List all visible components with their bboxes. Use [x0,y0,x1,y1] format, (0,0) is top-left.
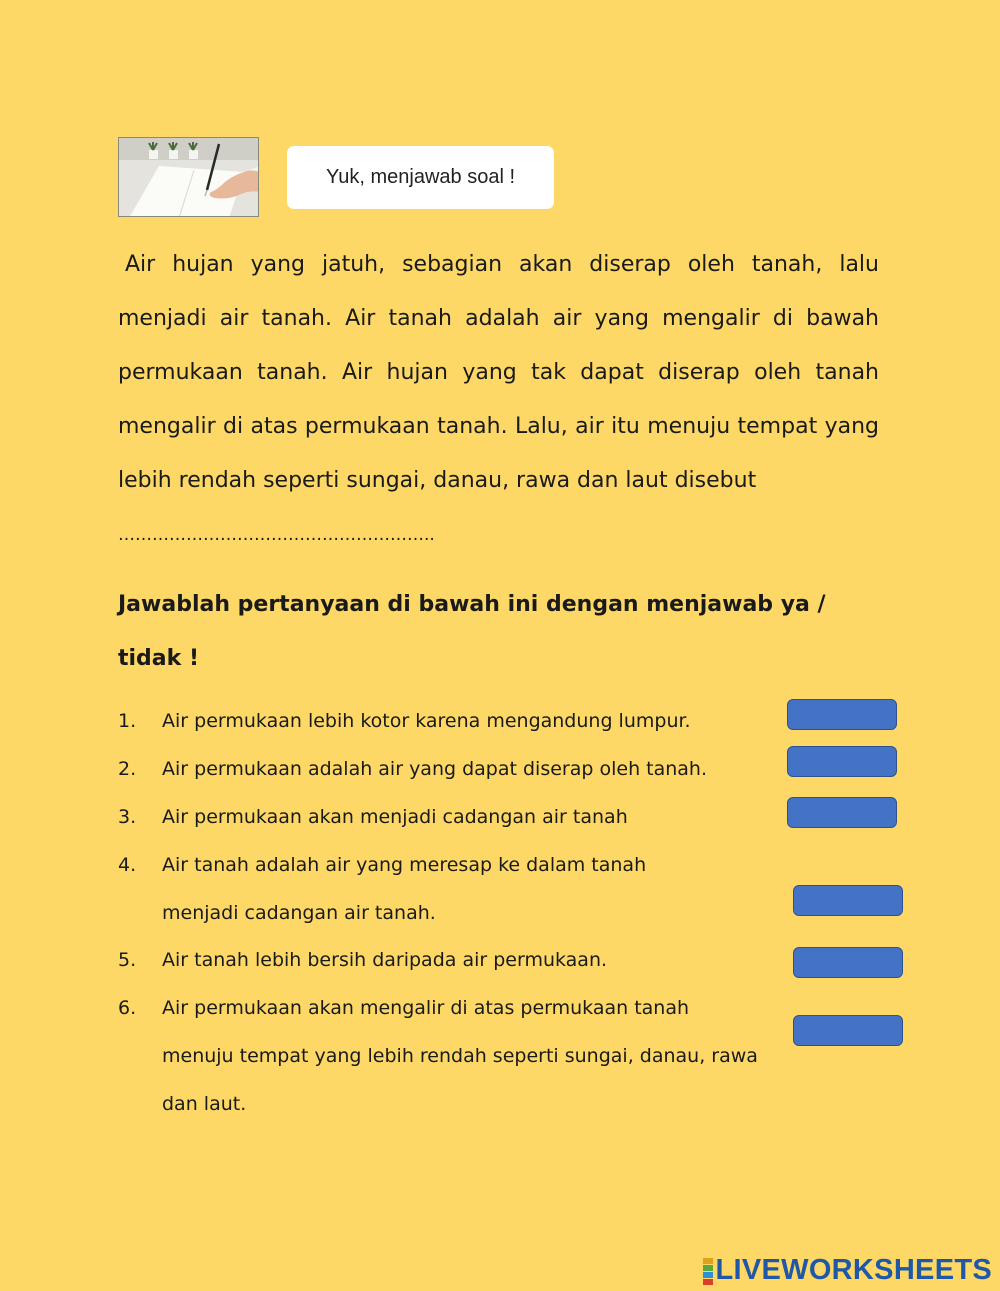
writing-hand-image [118,137,259,217]
answer-input-5[interactable] [793,947,903,978]
question-text: Air tanah lebih bersih daripada air permukaan. [162,949,608,971]
answer-input-1[interactable] [787,699,897,730]
question-text: Air permukaan akan mengalir di atas permukaan tanah menuju tempat yang lebih rendah seperti sungai, danau, rawa dan laut. [162,997,758,1115]
question-text: Air permukaan akan menjadi cadangan air tanah [162,806,628,828]
question-item [118,841,718,937]
question-number: 4. [118,854,137,876]
logo-block [703,1258,713,1264]
logo-block [703,1272,713,1278]
instruction-heading: Jawablah pertanyaan di bawah ini dengan menjawab ya / tidak ! [118,592,826,671]
answer-input-2[interactable] [787,746,897,777]
answer-input-4[interactable] [793,885,903,916]
logo-block [703,1279,713,1285]
question-text: Air permukaan lebih kotor karena mengandung lumpur. [162,710,691,732]
question-item [118,984,758,1128]
question-item [118,936,768,984]
callout-text: Yuk, menjawab soal ! [326,166,515,188]
callout-box [287,146,554,209]
passage-text: Air hujan yang jatuh, sebagian akan diserap oleh tanah, lalu menjadi air tanah. Air tanah adalah air yang mengalir di bawah permukaan tanah. Air hujan yang tak dapat diserap oleh tanah mengalir di atas permukaan tanah. Lalu, air itu menuju tempat yang lebih rendah seperti sungai, danau, rawa dan laut disebut [118,252,879,493]
question-number: 1. [118,710,137,732]
question-number: 6. [118,997,137,1019]
question-number: 5. [118,949,137,971]
reading-passage [118,238,879,562]
question-item [118,697,768,745]
question-number: 3. [118,806,137,828]
question-number: 2. [118,758,137,780]
liveworksheets-logo[interactable] [703,1254,993,1287]
logo-block [703,1265,713,1271]
answer-input-6[interactable] [793,1015,903,1046]
answer-input-3[interactable] [787,797,897,828]
question-text: Air tanah adalah air yang meresap ke dalam tanah menjadi cadangan air tanah. [162,854,647,924]
question-item [118,745,768,793]
question-text: Air permukaan adalah air yang dapat diserap oleh tanah. [162,758,708,780]
question-item [118,793,768,841]
logo-wordmark: LIVEWORKSHEETS [715,1254,992,1286]
passage-blank: ……………………………………………….. [118,525,435,545]
writing-hand-illustration [119,138,259,217]
logo-blocks-icon [703,1258,713,1285]
